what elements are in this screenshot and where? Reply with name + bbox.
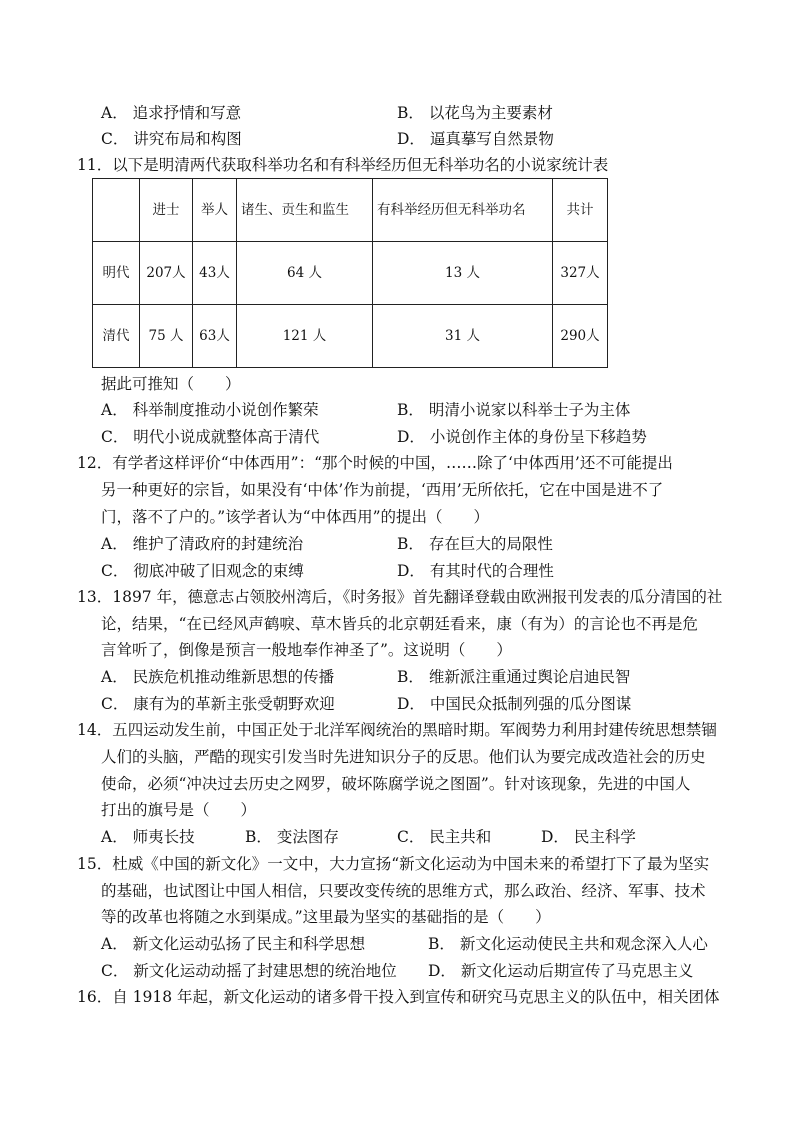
q12-option-b: B． 存在巨大的局限性 xyxy=(397,535,553,553)
q12-option-c: C． 彻底冲破了旧观念的束缚 xyxy=(101,562,304,580)
q13-line-1: 13．1897 年，德意志占领胶州湾后，《时务报》首先翻译登载由欧洲报刊发表的瓜分清国的社 xyxy=(77,588,723,606)
q15-option-b: B． 新文化运动使民主共和观念深入人心 xyxy=(428,935,708,953)
q13-line-2: 论，结果，“在已经风声鹤唳、草木皆兵的北京朝廷看来，康（有为）的言论也不再是危 xyxy=(101,615,698,633)
q14-option-c: C． 民主共和 xyxy=(397,828,492,846)
table-header-cell: 共计 xyxy=(553,179,608,242)
table-cell: 清代 xyxy=(93,305,140,368)
q13-option-b: B． 维新派注重通过舆论启迪民智 xyxy=(397,668,631,686)
q11-option-c: C． 明代小说成就整体高于清代 xyxy=(101,428,320,446)
table-cell: 31 人 xyxy=(373,305,553,368)
table-cell: 明代 xyxy=(93,242,140,305)
q15-line-1: 15．杜威《中国的新文化》一文中，大力宣扬“新文化运动为中国未来的希望打下了最为坚实 xyxy=(77,855,710,873)
q14-line-1: 14．五四运动发生前，中国正处于北洋军阀统治的黑暗时期。军阀势力利用封建传统思想禁锢 xyxy=(77,721,717,739)
table-cell: 207人 xyxy=(140,242,193,305)
q13-option-d: D． 中国民众抵制列强的瓜分图谋 xyxy=(397,695,632,713)
q10-option-b: B． 以花鸟为主要素材 xyxy=(397,104,553,122)
q15-option-d: D． 新文化运动后期宣传了马克思主义 xyxy=(428,962,694,980)
q11-after-text: 据此可推知（ ） xyxy=(101,375,241,393)
table-header-cell: 进士 xyxy=(140,179,193,242)
table-cell: 63人 xyxy=(193,305,237,368)
q10-option-a: A． 追求抒情和写意 xyxy=(101,104,242,122)
table-row xyxy=(93,305,608,368)
q11-stem: 11．以下是明清两代获取科举功名和有科举经历但无科举功名的小说家统计表 xyxy=(77,156,609,174)
q14-option-b: B． 变法图存 xyxy=(245,828,339,846)
q13-line-3: 言耸听了，倒像是预言一般地奉作神圣了”。这说明（ ） xyxy=(101,641,512,659)
table-cell: 121 人 xyxy=(237,305,373,368)
q12-option-d: D． 有其时代的合理性 xyxy=(397,562,554,580)
q14-option-d: D． 民主科学 xyxy=(541,828,636,846)
q15-line-2: 的基础，也试图让中国人相信，只要改变传统的思维方式，那么政治、经济、军事、技术 xyxy=(101,882,706,900)
q14-option-a: A． 师夷长技 xyxy=(101,828,195,846)
q14-line-3: 使命，必须“冲决过去历史之网罗，破坏陈腐学说之图圄”。针对该现象，先进的中国人 xyxy=(101,775,691,793)
q10-option-c: C． 讲究布局和构图 xyxy=(101,130,242,148)
table-cell: 327人 xyxy=(553,242,608,305)
q15-line-3: 等的改革也将随之水到渠成。”这里最为坚实的基础指的是（ ） xyxy=(101,908,551,926)
q14-line-4: 打出的旗号是（ ） xyxy=(101,801,257,819)
q11-option-d: D． 小说创作主体的身份呈下移趋势 xyxy=(397,428,647,446)
q12-line-3: 门，落不了户的。”该学者认为“中体西用”的提出（ ） xyxy=(101,508,490,526)
table-row xyxy=(93,242,608,305)
q11-stats-table xyxy=(92,178,608,368)
table-cell: 290人 xyxy=(553,305,608,368)
table-header-row xyxy=(93,179,608,242)
table-cell: 43人 xyxy=(193,242,237,305)
table-cell: 13 人 xyxy=(373,242,553,305)
q12-line-2: 另一种更好的宗旨，如果没有‘中体’作为前提，‘西用’无所依托，它在中国是进不了 xyxy=(101,481,664,499)
q13-option-a: A． 民族危机推动维新思想的传播 xyxy=(101,668,335,686)
table-header-cell xyxy=(93,179,140,242)
table-cell: 75 人 xyxy=(140,305,193,368)
q12-option-a: A． 维护了清政府的封建统治 xyxy=(101,535,304,553)
q15-option-c: C． 新文化运动动摇了封建思想的统治地位 xyxy=(101,962,397,980)
table-header-cell: 有科举经历但无科举功名 xyxy=(373,179,553,242)
q11-option-b: B． 明清小说家以科举士子为主体 xyxy=(397,401,631,419)
q14-line-2: 人们的头脑，严酷的现实引发当时先进知识分子的反思。他们认为要完成改造社会的历史 xyxy=(101,748,706,766)
table-header-cell: 举人 xyxy=(193,179,237,242)
q15-option-a: A． 新文化运动弘扬了民主和科学思想 xyxy=(101,935,366,953)
q11-option-a: A． 科举制度推动小说创作繁荣 xyxy=(101,401,319,419)
table-cell: 64 人 xyxy=(237,242,373,305)
q13-option-c: C． 康有为的革新主张受朝野欢迎 xyxy=(101,695,335,713)
q16-line-1: 16．自 1918 年起，新文化运动的诸多骨干投入到宣传和研究马克思主义的队伍中，相关团体 xyxy=(77,988,720,1006)
q10-option-d: D． 逼真摹写自然景物 xyxy=(397,130,554,148)
q12-line-1: 12．有学者这样评价“中体西用”：“那个时候的中国，……除了‘中体西用’还不可能提出 xyxy=(77,454,673,472)
table-header-cell: 诸生、贡生和监生 xyxy=(237,179,373,242)
